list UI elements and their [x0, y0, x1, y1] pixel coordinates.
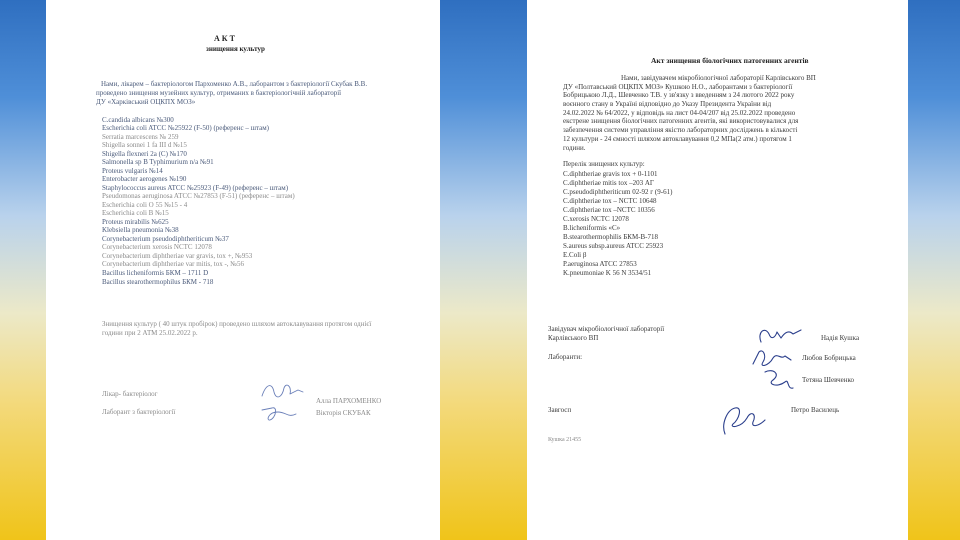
right-doc-lab-name: Тетяна Шевченко	[802, 376, 855, 384]
list-item: Corynebacterium pseudodiphtheriticum №37	[102, 235, 229, 243]
right-doc-intro-line: 12 культури - 24 ємності шляхом автоклавування 0,2 МПа(2 атм.) протягом 1	[563, 135, 792, 143]
left-doc-intro-line: ДУ «Харківський ОЦКПХ МОЗ»	[96, 98, 196, 106]
left-doc-conclusion-line: Знищення культур ( 40 штук пробірок) проведено шляхом автоклавування протягом однієї	[102, 320, 372, 328]
left-doc-signatory-role: Лаборант з бактеріології	[102, 408, 176, 416]
right-doc-intro-line: воєнного стану в Україні відповідно до Указу Президента України від	[563, 100, 772, 108]
left-doc-signatory-role: Лікар- бактеріолог	[102, 390, 158, 398]
left-signature-1	[258, 380, 306, 402]
left-doc-signatory-name: Вікторія СКУБАК	[316, 409, 371, 417]
left-signature-2	[258, 402, 302, 424]
list-item: Bacillus stearothermophilus БКМ - 718	[102, 278, 214, 286]
list-item: C.candida albicans №300	[102, 116, 174, 124]
right-doc-manager-role: Завгосп	[548, 406, 572, 414]
right-doc-intro-line: години.	[563, 144, 586, 152]
left-doc-title: А К Т	[214, 34, 235, 43]
list-item: Escherichia coli O 55 №15 - 4	[102, 201, 188, 209]
right-doc-intro-line: ДУ «Полтавський ОЦКПХ МОЗ» Кушкою Н.О., лаборантами з бактеріології	[563, 83, 793, 91]
right-doc-intro-line: 24.02.2022 № 64/2022, у відповідь на лист 04-04/207 від 25.02.2022 проведено	[563, 109, 796, 117]
right-doc-manager-name: Петро Василець	[791, 406, 840, 414]
list-item: E.Coli β	[563, 251, 587, 259]
list-item: Klebsiella pneumonia №38	[102, 226, 179, 234]
list-item: Bacillus licheniformis БКМ – 1711 D	[102, 269, 209, 277]
list-item: C.diphtheriae mitis tox –203 АГ	[563, 179, 654, 187]
right-doc-head-name: Надія Кушка	[821, 334, 860, 342]
list-item: Corynebacterium diphtheriae var mitis, tox -, №56	[102, 260, 244, 268]
right-doc-list-heading: Перелік знищених культур:	[563, 160, 645, 168]
right-signature-head	[755, 322, 805, 348]
right-doc-head-role: Завідувач мікробіологічної лабораторії	[548, 325, 665, 333]
left-doc-intro-line: Нами, лікарем – бактеріологом Пархоменко А.В., лаборантом з бактеріології Скубак В.В.	[101, 80, 368, 88]
list-item: Enterobacter aerogenes №190	[102, 175, 187, 183]
list-item: Corynebacterium xerosis NCTC 12078	[102, 243, 212, 251]
right-doc-intro-line: забезпечення системи управління якістю лабораторних досліджень в кількості	[563, 126, 798, 134]
list-item: Shigella flexneri 2a (C) №170	[102, 150, 187, 158]
right-doc-intro-line: Нами, завідувачем мікробіологічної лабораторії Карлівського ВП	[621, 74, 816, 82]
list-item: B.licheniformis «C»	[563, 224, 621, 232]
document-right-page	[527, 0, 908, 540]
list-item: B.stearothermophilis БКМ-В-718	[563, 233, 659, 241]
left-doc-intro-line: проведено знищення музейних культур, отриманих в бактеріологічній лабораторії	[96, 89, 342, 97]
list-item: S.aureus subsp.aureus ATCC 25923	[563, 242, 664, 250]
list-item: C.diphtheriae gravis tox + 0-1101	[563, 170, 658, 178]
list-item: Serratia marcescens № 259	[102, 133, 179, 141]
list-item: P.aeruginosa ATCC 27853	[563, 260, 637, 268]
right-signature-lab-2	[759, 366, 799, 394]
right-doc-footer-note: Кушка 21455	[548, 437, 582, 443]
list-item: Proteus mirabilis №625	[102, 218, 169, 226]
left-doc-signatory-name: Алла ПАРХОМЕНКО	[316, 397, 382, 405]
list-item: Pseudomonas aeruginosa ATCC №27853 (F-51) (референс – штам)	[102, 192, 295, 200]
right-doc-lab-name: Любов Бобрицька	[802, 354, 856, 362]
list-item: Shigella sonnei 1 fa III d №15	[102, 141, 187, 149]
right-doc-intro-line: Бобрицькою Л.Д., Шевченко Т.В. у зв'язку з введенням з 24 лютого 2022 року	[563, 91, 795, 99]
right-doc-intro-line: екстрене знищення біологічних патогенних агентів, які використовувалися для	[563, 117, 799, 125]
list-item: Salmonella sp B Typhimurium n/a №91	[102, 158, 214, 166]
right-doc-lab-role: Лаборанти:	[548, 353, 583, 361]
list-item: C.diphtheriae tox –NCTC 10356	[563, 206, 655, 214]
document-left-page	[46, 0, 440, 540]
list-item: Escherichia coli B №15	[102, 209, 169, 217]
list-item: C.pseudodiphtheriticum 02-92 г (9-61)	[563, 188, 673, 196]
left-doc-subtitle: знищення культур	[206, 45, 265, 53]
list-item: Corynebacterium diphtheriae var gravis, tox +, №953	[102, 252, 253, 260]
right-doc-title: Акт знищення біологічних патогенних агентів	[651, 56, 809, 65]
list-item: C.diphtheriae tox – NCTC 10648	[563, 197, 657, 205]
list-item: Staphylococcus aureus ATCC №25923 (F-49) (референс – штам)	[102, 184, 289, 192]
left-doc-conclusion-line: години при 2 АТМ 25.02.2022 р.	[102, 329, 198, 337]
list-item: Proteus vulgaris №14	[102, 167, 163, 175]
right-doc-head-role: Карлівського ВП	[548, 334, 599, 342]
list-item: Escherichia coli ATCC №25922 (F-50) (референс – штам)	[102, 124, 269, 132]
right-signature-manager	[717, 400, 769, 440]
list-item: C.xerosis NCTC 12078	[563, 215, 629, 223]
list-item: K.pneumoniae K 56 N 3534/51	[563, 269, 652, 277]
